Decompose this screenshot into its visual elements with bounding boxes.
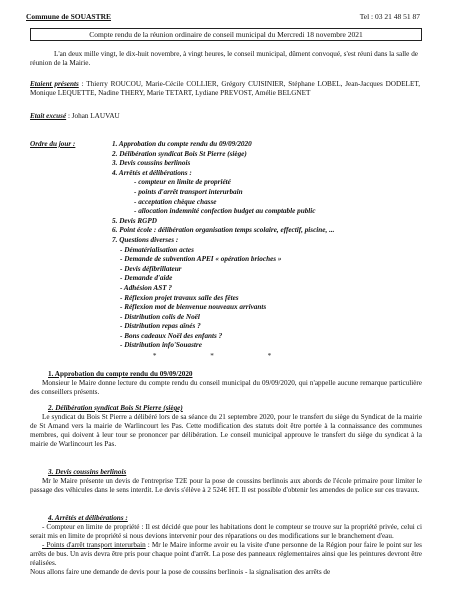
attendees-excused-label: Etait excusé — [30, 112, 67, 120]
agenda-item: 1. Approbation du compte rendu du 09/09/2020 — [112, 140, 252, 148]
page-header — [26, 12, 420, 24]
section-arretes — [30, 514, 422, 577]
agenda-label: Ordre du jour : — [30, 140, 76, 148]
attendees-present-list: : Thierry ROUCOU, Marie-Cécile COLLIER, Grégory CUISINIER, Stéphane LOBEL, Jean-Jacques DODELET, Monique LEQUETTE, Nadine THERY, Marie TETART, Lydiane PREVOST, Amélie BELGNET — [30, 80, 420, 97]
intro-paragraph: L'an deux mille vingt, le dix-huit novembre, à vingt heures, le conseil municipal, dûment convoqué, s'est réuni dans la salle de réunion de la Mairie. — [30, 50, 418, 67]
inline-text: : Mr le Maire informe avoir eu la visite d'une personne de la Région pour faire le point sur les arrêts de bus. Un avis devra être pris pour chaque point d'arrêt. La pose des panneaux réglementaires ainsi que les peintures devront être réalisées. — [30, 541, 422, 567]
section-heading: 1. Approbation du compte rendu du 09/09/2020 — [48, 370, 193, 378]
attendees-present-label: Etaient présents — [30, 80, 79, 88]
document-title: Compte rendu de la réunion ordinaire de conseil municipal du Mercredi 18 novembre 2021 — [30, 28, 422, 41]
agenda-item: 3. Devis coussins berlinois — [112, 159, 191, 168]
attendees-excused-list: : Johan LAUVAU — [66, 112, 120, 120]
attendees-present — [30, 80, 420, 98]
agenda-item: 4. Arrêtés et délibérations : — [112, 168, 192, 177]
agenda-item: - acceptation chèque chasse — [134, 197, 217, 206]
agenda-item: 5. Devis RGPD — [112, 216, 157, 225]
agenda-item: - Distribution info'Souastre — [120, 341, 202, 350]
agenda-item: 2. Délibération syndicat Bois St Pierre (siège) — [112, 149, 247, 158]
section-coussins — [30, 468, 422, 495]
agenda-item: - Adhésion AST ? — [120, 283, 172, 292]
agenda-list — [112, 140, 432, 351]
agenda-item: - Réflexion mot de bienvenue nouveaux arrivants — [120, 303, 267, 312]
agenda-item: - Demande de subvention APEI « opération brioches » — [120, 255, 282, 264]
section-body: Mr le Maire présente un devis de l'entreprise T2E pour la pose de coussins berlinois aux abords de l'école primaire pour limiter le passage des véhicules dans le sens interdit. Le devis s'élève à 2 524€ HT. Il est possible d'obtenir les amendes de police sur ces travaux. — [30, 477, 422, 494]
section-body: - Compteur en limite de propriété : Il est décidé que pour les habitations dont le compteur se trouve sur la propriété privée, celui ci serait mis en limite de propriété si nous devions intervenir pour des réparations ou des modifications sur le branchement d'eau. — [30, 523, 422, 540]
section-heading: 2. Délibération syndicat Bois St Pierre (siège) — [48, 404, 183, 412]
section-approbation — [30, 370, 422, 397]
agenda-item: - Distribution repas aînés ? — [120, 322, 201, 331]
agenda-item: - Distribution colis de Noël — [120, 312, 200, 321]
attendees-excused — [30, 112, 420, 121]
agenda-item: - compteur en limite de propriété — [134, 178, 231, 187]
section-body: Monsieur le Maire donne lecture du compte rendu du conseil municipal du 09/09/2020, qui n'appelle aucune remarque particulière des conseillers présents. — [30, 379, 422, 396]
section-syndicat — [30, 404, 422, 449]
agenda-item: - points d'arrêt transport interurbain — [134, 187, 243, 196]
phone-number: Tel : 03 21 48 51 87 — [359, 12, 420, 21]
section-heading: 3. Devis coussins berlinois — [48, 468, 127, 476]
agenda-item: - Bons cadeaux Noël des enfants ? — [120, 331, 223, 340]
section-separator: * * * — [152, 352, 298, 360]
inline-label: - Points d'arrêt transport interurbain — [42, 541, 146, 549]
agenda-item: - Dématérialisation actes — [120, 245, 194, 254]
agenda-item: 6. Point école : délibération organisation temps scolaire, effectif, piscine, ... — [112, 226, 335, 235]
section-heading: 4. Arrêtés et délibérations : — [48, 514, 128, 522]
agenda-item: - Devis défibrillateur — [120, 264, 182, 273]
agenda-item: - Réflexion projet travaux salle des fêtes — [120, 293, 239, 302]
commune-name: Commune de SOUASTRE — [26, 12, 112, 21]
section-body: Le syndicat du Bois St Pierre a délibéré lors de sa séance du 21 septembre 2020, pour le transfert du siège du Syndicat de la mairie de St Amand vers la mairie de Warlincourt les Pas. Cette modification des statuts doit être portée à la connaissance des communes membres, qui doivent à leur tour se prononcer par délibération. Le conseil municipal approuve le transfert du siège du syndicat à la mairie de Warlincourt les Pas. — [30, 413, 422, 448]
agenda-item: - Demande d'aide — [120, 274, 173, 283]
agenda-item: - allocation indemnité confection budget au comptable public — [134, 207, 316, 216]
section-body: Nous allons faire une demande de devis pour la pose de coussins berlinois - la signalisation des arrêts de — [30, 568, 331, 576]
agenda-item: 7. Questions diverses : — [112, 235, 179, 244]
section-body — [30, 541, 422, 568]
